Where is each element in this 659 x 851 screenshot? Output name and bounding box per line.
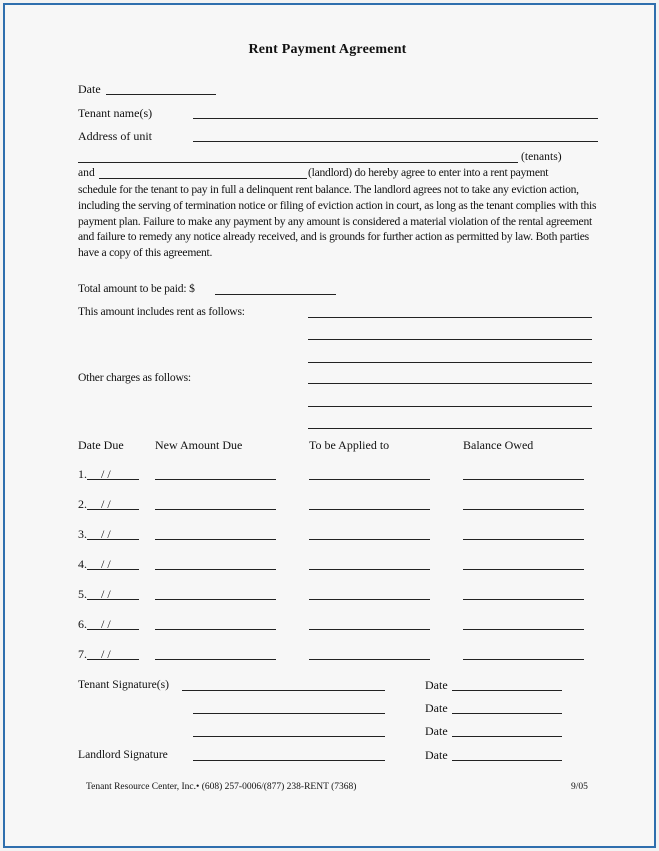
signature-date-label: Date [425, 678, 448, 692]
header-applied-to: To be Applied to [309, 438, 390, 452]
balance-owed-line[interactable] [463, 509, 584, 510]
rent-line-2[interactable] [308, 339, 592, 340]
new-amount-due-line[interactable] [155, 479, 276, 480]
date-due-line[interactable] [87, 539, 139, 540]
landlord-signature-line[interactable] [193, 760, 385, 761]
new-amount-due-line[interactable] [155, 659, 276, 660]
tenant-signature-label: Tenant Signature(s) [78, 678, 169, 691]
row-number: 4. [78, 557, 87, 571]
signature-date-label: Date [425, 701, 448, 715]
tenant-names-label: Tenant name(s) [78, 106, 153, 120]
date-slashes: / / [101, 647, 111, 661]
tenants-name-line[interactable] [78, 162, 518, 163]
date-due-line[interactable] [87, 599, 139, 600]
applied-to-line[interactable] [309, 599, 430, 600]
total-amount-line[interactable] [215, 294, 336, 295]
agreement-body: schedule for the tenant to pay in full a delinquent rent balance. The landlord agrees not to take any eviction action, including the serving of termination notice or filing of eviction action in court, as long as the tenant complies with this payment plan. Failure to make any payment by any amount is considered a material violation of the rental agreement and failure to remedy any notice already received, and is grounds for further action as permitted by law. Both parties have a copy of this agreement. [78, 183, 597, 260]
landlord-signature-label: Landlord Signature [78, 748, 168, 761]
date-slashes: / / [101, 527, 111, 541]
balance-owed-line[interactable] [463, 569, 584, 570]
applied-to-line[interactable] [309, 539, 430, 540]
date-field-line[interactable] [106, 94, 216, 95]
date-slashes: / / [101, 587, 111, 601]
new-amount-due-line[interactable] [155, 599, 276, 600]
address-field-line[interactable] [193, 141, 598, 142]
new-amount-due-line[interactable] [155, 629, 276, 630]
date-due-line[interactable] [87, 569, 139, 570]
balance-owed-line[interactable] [463, 659, 584, 660]
header-new-amount-due: New Amount Due [155, 438, 243, 452]
balance-owed-line[interactable] [463, 479, 584, 480]
row-number: 2. [78, 497, 87, 511]
signature-date-line-4[interactable] [452, 760, 562, 761]
balance-owed-line[interactable] [463, 629, 584, 630]
date-due-line[interactable] [87, 509, 139, 510]
new-amount-due-line[interactable] [155, 569, 276, 570]
date-slashes: / / [101, 557, 111, 571]
row-number: 7. [78, 647, 87, 661]
date-slashes: / / [101, 497, 111, 511]
and-label: and [78, 166, 95, 179]
balance-owed-line[interactable] [463, 599, 584, 600]
signature-date-label: Date [425, 724, 448, 738]
applied-to-line[interactable] [309, 659, 430, 660]
signature-date-line-2[interactable] [452, 713, 562, 714]
other-charges-label: Other charges as follows: [78, 371, 191, 384]
row-number: 5. [78, 587, 87, 601]
signature-date-line-1[interactable] [452, 690, 562, 691]
rent-line-3[interactable] [308, 362, 592, 363]
landlord-agree-text: (landlord) do hereby agree to enter into a rent payment [308, 166, 549, 179]
row-number: 6. [78, 617, 87, 631]
footer-version: 9/05 [571, 782, 588, 792]
date-due-line[interactable] [87, 629, 139, 630]
balance-owed-line[interactable] [463, 539, 584, 540]
tenant-signature-line-2[interactable] [193, 713, 385, 714]
footer-contact: Tenant Resource Center, Inc.• (608) 257-0006/(877) 238-RENT (7368) [86, 782, 357, 792]
rent-line-1[interactable] [308, 317, 592, 318]
new-amount-due-line[interactable] [155, 539, 276, 540]
document-title: Rent Payment Agreement [248, 42, 407, 57]
row-number: 3. [78, 527, 87, 541]
tenants-label: (tenants) [521, 150, 562, 163]
date-slashes: / / [101, 467, 111, 481]
charges-line-2[interactable] [308, 406, 592, 407]
applied-to-line[interactable] [309, 569, 430, 570]
applied-to-line[interactable] [309, 479, 430, 480]
tenant-signature-line-3[interactable] [193, 736, 385, 737]
applied-to-line[interactable] [309, 629, 430, 630]
signature-date-line-3[interactable] [452, 736, 562, 737]
rent-includes-label: This amount includes rent as follows: [78, 305, 245, 318]
charges-line-3[interactable] [308, 428, 592, 429]
signature-date-label: Date [425, 748, 448, 762]
address-label: Address of unit [78, 129, 152, 143]
landlord-name-line[interactable] [99, 178, 307, 179]
charges-line-1[interactable] [308, 383, 592, 384]
date-slashes: / / [101, 617, 111, 631]
new-amount-due-line[interactable] [155, 509, 276, 510]
row-number: 1. [78, 467, 87, 481]
date-due-line[interactable] [87, 659, 139, 660]
date-label: Date [78, 82, 101, 96]
header-balance-owed: Balance Owed [463, 438, 534, 452]
date-due-line[interactable] [87, 479, 139, 480]
header-date-due: Date Due [78, 438, 124, 452]
tenant-names-field-line[interactable] [193, 118, 598, 119]
tenant-signature-line-1[interactable] [182, 690, 385, 691]
applied-to-line[interactable] [309, 509, 430, 510]
total-amount-label: Total amount to be paid: $ [78, 282, 195, 295]
